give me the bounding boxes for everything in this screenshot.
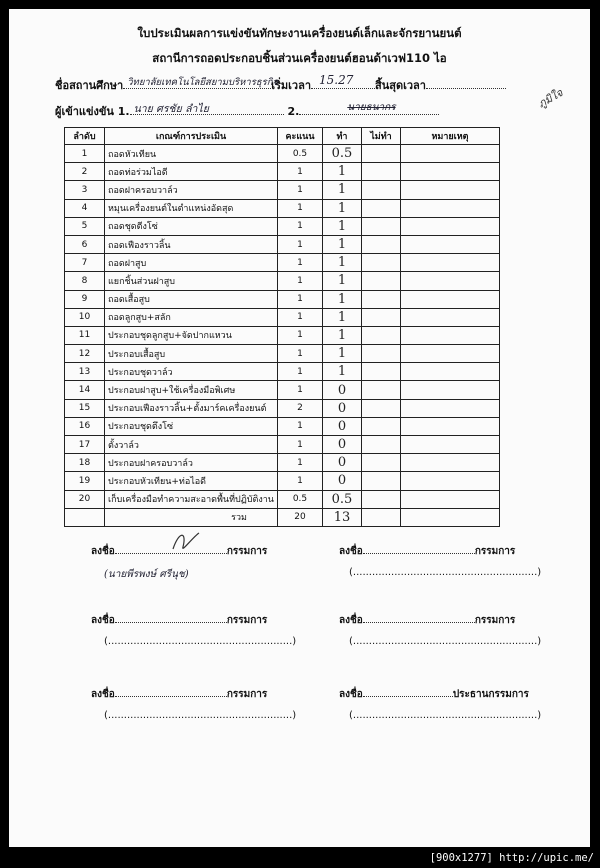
row-remark (401, 308, 500, 326)
row-done: 0 (323, 436, 362, 454)
signer-3-name: (..........................................................) (104, 636, 297, 647)
table-row (65, 454, 500, 472)
row-not-done (362, 381, 401, 399)
committee-label: กรรมการ (226, 689, 268, 700)
row-remark (401, 272, 500, 290)
table-row (65, 436, 500, 454)
evaluation-form-page (9, 9, 590, 847)
total-label: รวม (105, 508, 278, 526)
competitor1-number: 1. (117, 105, 130, 118)
committee-label: กรรมการ (474, 546, 516, 557)
chair-label: ประธานกรรมการ (452, 689, 529, 700)
row-remark (401, 217, 500, 235)
table-row (65, 472, 500, 490)
row-remark (401, 199, 500, 217)
row-done: 0 (323, 399, 362, 417)
row-score: 1 (278, 290, 323, 308)
row-criteria: ถอดชุดตีงโซ่ (105, 217, 278, 235)
school-value: วิทยาลัยเทคโนโลยีสยามบริหารธุรกิจ (127, 77, 279, 88)
competitor1-name: นาย ศรชัย ลำไย (133, 103, 209, 115)
row-number: 12 (65, 345, 105, 363)
row-number: 9 (65, 290, 105, 308)
row-not-done (362, 254, 401, 272)
total-done: 13 (323, 508, 362, 526)
row-criteria: ประกอบเฟืองราวลิ้น+ตั้งมาร์คเครื่องยนต์ (105, 399, 278, 417)
table-row (65, 490, 500, 508)
row-not-done (362, 326, 401, 344)
side-note: ภูมิใจ (535, 86, 566, 111)
row-remark (401, 235, 500, 253)
row-number: 16 (65, 417, 105, 435)
handwritten-signature (169, 527, 209, 555)
row-not-done (362, 290, 401, 308)
row-done: 0 (323, 417, 362, 435)
row-done: 0.5 (323, 145, 362, 163)
row-number: 13 (65, 363, 105, 381)
row-number: 1 (65, 145, 105, 163)
header-not-done: ไม่ทำ (362, 128, 401, 145)
row-done: 1 (323, 235, 362, 253)
total-not-done (362, 508, 401, 526)
row-done: 1 (323, 308, 362, 326)
row-number: 4 (65, 199, 105, 217)
row-score: 1 (278, 254, 323, 272)
row-remark (401, 181, 500, 199)
row-number: 17 (65, 436, 105, 454)
row-score: 1 (278, 163, 323, 181)
row-done: 0 (323, 454, 362, 472)
table-header-row (65, 128, 500, 145)
signature-4 (339, 613, 515, 628)
row-number: 10 (65, 308, 105, 326)
row-criteria: ถอดเฟืองราวลิ้น (105, 235, 278, 253)
start-time-label: เริ่มเวลา (271, 79, 311, 92)
row-score: 1 (278, 436, 323, 454)
signer-1-name: (นายพีรพงษ์ ศรีนุช) (104, 569, 189, 580)
table-row (65, 199, 500, 217)
signer-6-name: (..........................................................) (349, 710, 542, 721)
row-not-done (362, 436, 401, 454)
committee-label: กรรมการ (226, 546, 268, 557)
row-criteria: ตั้งวาล์ว (105, 436, 278, 454)
row-not-done (362, 163, 401, 181)
committee-label: กรรมการ (474, 615, 516, 626)
total-remark (401, 508, 500, 526)
total-score: 20 (278, 508, 323, 526)
row-not-done (362, 363, 401, 381)
table-row (65, 290, 500, 308)
row-score: 0.5 (278, 145, 323, 163)
table-row (65, 163, 500, 181)
table-row (65, 345, 500, 363)
row-remark (401, 381, 500, 399)
row-remark (401, 417, 500, 435)
row-number: 15 (65, 399, 105, 417)
committee-label: กรรมการ (226, 615, 268, 626)
competitor-line (55, 102, 439, 120)
signer-4-name: (..........................................................) (349, 636, 542, 647)
start-time-value: 15.27 (319, 73, 354, 87)
row-score: 1 (278, 308, 323, 326)
row-number: 19 (65, 472, 105, 490)
row-remark (401, 290, 500, 308)
row-score: 1 (278, 363, 323, 381)
score-table (64, 127, 500, 527)
row-score: 1 (278, 326, 323, 344)
sign-label: ลงชื่อ (91, 546, 115, 557)
row-remark (401, 454, 500, 472)
row-done: 1 (323, 163, 362, 181)
table-row (65, 145, 500, 163)
row-remark (401, 326, 500, 344)
row-number: 18 (65, 454, 105, 472)
row-number: 3 (65, 181, 105, 199)
row-done: 1 (323, 272, 362, 290)
row-remark (401, 345, 500, 363)
row-not-done (362, 417, 401, 435)
signature-5 (91, 687, 267, 702)
competitor-label: ผู้เข้าแข่งขัน (55, 105, 114, 118)
row-done: 1 (323, 199, 362, 217)
sign-label: ลงชื่อ (91, 689, 115, 700)
total-row (65, 508, 500, 526)
row-number: 11 (65, 326, 105, 344)
sign-label: ลงชื่อ (91, 615, 115, 626)
row-not-done (362, 235, 401, 253)
table-row (65, 326, 500, 344)
row-number: 2 (65, 163, 105, 181)
row-criteria: ถอดลูกสูบ+สลัก (105, 308, 278, 326)
row-done: 1 (323, 217, 362, 235)
row-number: 5 (65, 217, 105, 235)
school-line (55, 73, 506, 94)
header-remark: หมายเหตุ (401, 128, 500, 145)
row-remark (401, 163, 500, 181)
row-remark (401, 399, 500, 417)
header-done: ทำ (323, 128, 362, 145)
table-row (65, 272, 500, 290)
row-criteria: ประกอบฝาสูบ+ใช้เครื่องมือพิเศษ (105, 381, 278, 399)
row-not-done (362, 345, 401, 363)
competitor2-name: นายธนากร (347, 102, 396, 113)
row-number: 14 (65, 381, 105, 399)
row-criteria: ประกอบหัวเทียน+ท่อไอดี (105, 472, 278, 490)
row-criteria: ประกอบชุดตึงโซ่ (105, 417, 278, 435)
table-row (65, 235, 500, 253)
table-row (65, 363, 500, 381)
row-score: 1 (278, 381, 323, 399)
row-remark (401, 490, 500, 508)
row-done: 1 (323, 345, 362, 363)
row-criteria: ถอดเสื้อสูบ (105, 290, 278, 308)
form-title: ใบประเมินผลการแข่งขันทักษะงานเครื่องยนต์เล็กและจักรยานยนต์ (137, 26, 462, 40)
row-score: 0.5 (278, 490, 323, 508)
row-done: 1 (323, 181, 362, 199)
signature-6 (339, 687, 529, 702)
row-not-done (362, 199, 401, 217)
row-remark (401, 254, 500, 272)
signer-2-name: (..........................................................) (349, 567, 542, 578)
row-criteria: เก็บเครื่องมือทำความสะอาดพื้นที่ปฏิบัติงาน (105, 490, 278, 508)
row-score: 1 (278, 235, 323, 253)
header-score: คะแนน (278, 128, 323, 145)
row-done: 1 (323, 363, 362, 381)
row-remark (401, 436, 500, 454)
row-criteria: หมุนเครื่องยนต์ในตำแหน่งอัดสุด (105, 199, 278, 217)
row-not-done (362, 217, 401, 235)
row-criteria: ถอดฝาสูบ (105, 254, 278, 272)
form-subtitle: สถานีการถอดประกอบชิ้นส่วนเครื่องยนต์ฮอนด้าเวฟ110 ไอ (152, 51, 447, 65)
row-criteria: ประกอบเสื้อสูบ (105, 345, 278, 363)
sign-label: ลงชื่อ (339, 689, 363, 700)
row-criteria: ถอดหัวเทียน (105, 145, 278, 163)
watermark-text: [900x1277] http://upic.me/ (429, 852, 594, 864)
signature-3 (91, 613, 267, 628)
row-not-done (362, 308, 401, 326)
school-label: ชื่อสถานศึกษา (55, 79, 124, 92)
row-not-done (362, 145, 401, 163)
row-criteria: แยกชิ้นส่วนฝาสูบ (105, 272, 278, 290)
row-number: 6 (65, 235, 105, 253)
signature-2 (339, 544, 515, 559)
row-score: 1 (278, 454, 323, 472)
row-number: 20 (65, 490, 105, 508)
row-not-done (362, 454, 401, 472)
row-score: 1 (278, 345, 323, 363)
signer-5-name: (..........................................................) (104, 710, 297, 721)
row-not-done (362, 181, 401, 199)
row-done: 0 (323, 381, 362, 399)
row-score: 1 (278, 181, 323, 199)
row-criteria: ประกอบฝาครอบวาล์ว (105, 454, 278, 472)
row-done: 0 (323, 472, 362, 490)
row-number: 7 (65, 254, 105, 272)
table-row (65, 399, 500, 417)
row-score: 1 (278, 272, 323, 290)
table-body (65, 145, 500, 509)
sign-label: ลงชื่อ (339, 615, 363, 626)
row-criteria: ถอดท่อร่วมไอดี (105, 163, 278, 181)
table-row (65, 254, 500, 272)
row-not-done (362, 272, 401, 290)
row-done: 1 (323, 290, 362, 308)
row-not-done (362, 472, 401, 490)
row-not-done (362, 399, 401, 417)
table-row (65, 381, 500, 399)
row-not-done (362, 490, 401, 508)
row-remark (401, 472, 500, 490)
row-score: 1 (278, 472, 323, 490)
row-criteria: ประกอบชุดวาล์ว (105, 363, 278, 381)
table-row (65, 217, 500, 235)
row-remark (401, 145, 500, 163)
row-criteria: ประกอบชุดลูกสูบ+จัดปากแหวน (105, 326, 278, 344)
row-number: 8 (65, 272, 105, 290)
header-no: ลำดับ (65, 128, 105, 145)
end-time-label: สิ้นสุดเวลา (375, 79, 426, 92)
row-score: 1 (278, 199, 323, 217)
row-score: 1 (278, 217, 323, 235)
sign-label: ลงชื่อ (339, 546, 363, 557)
table-row (65, 417, 500, 435)
table-row (65, 181, 500, 199)
row-done: 1 (323, 254, 362, 272)
header-criteria: เกณฑ์การประเมิน (105, 128, 278, 145)
table-row (65, 308, 500, 326)
row-score: 1 (278, 417, 323, 435)
total-no-cell (65, 508, 105, 526)
row-criteria: ถอดฝาครอบวาล์ว (105, 181, 278, 199)
row-score: 2 (278, 399, 323, 417)
row-remark (401, 363, 500, 381)
row-done: 0.5 (323, 490, 362, 508)
row-done: 1 (323, 326, 362, 344)
competitor2-number: 2. (287, 105, 300, 118)
